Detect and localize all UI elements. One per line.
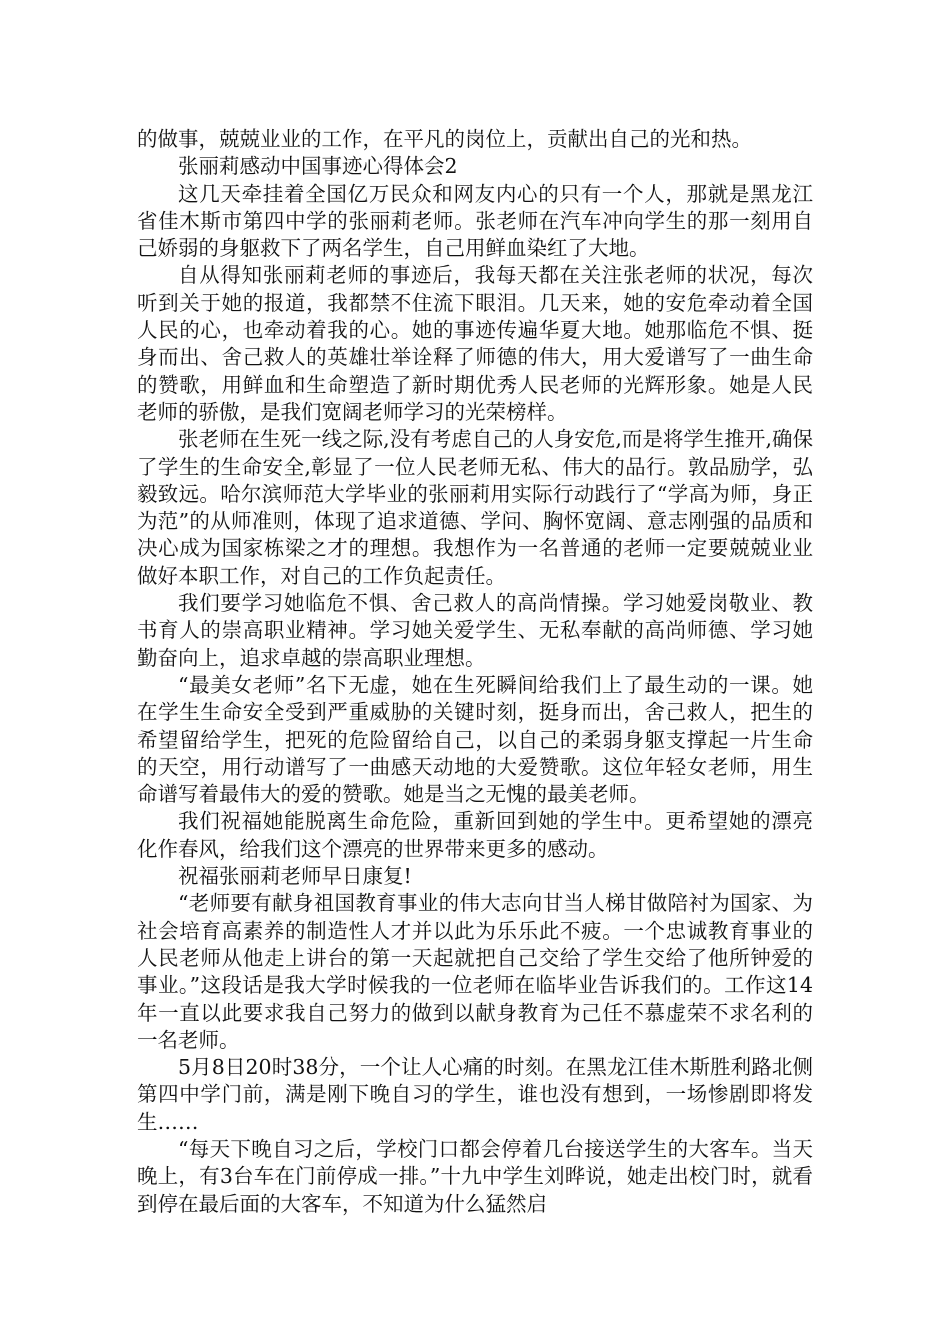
section-heading: 张丽莉感动中国事迹心得体会2 [178, 154, 458, 179]
paragraph: “老师要有献身祖国教育事业的伟大志向甘当人梯甘做陪衬为国家、为社会培育高素养的制造性人才并以此为乐乐此不疲。一个忠诚教育事业的人民老师从他走上讲台的第一天起就把自己交给了学生交给了他所钟爱的事业。”这段话是我大学时候我的一位老师在临毕业告诉我们的。工作这14年一直以此要求我自己努力的做到以献身教育为己任不慕虚荣不求名利的一名老师。 [137, 891, 813, 1052]
paragraph: 我们祝福她能脱离生命危险，重新回到她的学生中。更希望她的漂亮化作春风，给我们这个漂亮的世界带来更多的感动。 [137, 809, 813, 861]
paragraph: “每天下晚自习之后，学校门口都会停着几台接送学生的大客车。当天晚上，有3台车在门前停成一排。”十九中学生刘晔说，她走出校门时，就看到停在最后面的大客车，不知道为什么猛然启 [137, 1136, 813, 1216]
document-body [137, 126, 813, 1218]
paragraph: “最美女老师”名下无虚，她在生死瞬间给我们上了最生动的一课。她在学生生命安全受到严重威胁的关键时刻，挺身而出，舍己救人，把生的希望留给学生，把死的危险留给自己，以自己的柔弱身躯支撑起一片生命的天空，用行动谱写了一曲感天动地的大爱赞歌。这位年轻女老师，用生命谱写着最伟大的爱的赞歌。她是当之无愧的最美老师。 [137, 672, 813, 807]
paragraph: 我们要学习她临危不惧、舍己救人的高尚情操。学习她爱岗敬业、教书育人的崇高职业精神。学习她关爱学生、无私奉献的高尚师德、学习她勤奋向上，追求卓越的崇高职业理想。 [137, 591, 813, 670]
paragraph: 张老师在生死一线之际,没有考虑自己的人身安危,而是将学生推开,确保了学生的生命安全,彰显了一位人民老师无私、伟大的品行。敦品励学，弘毅致远。哈尔滨师范大学毕业的张丽莉用实际行动践行了“学高为师，身正为范”的从师准则，体现了追求道德、学问、胸怀宽阔、意志刚强的品质和决心成为国家栋梁之才的理想。我想作为一名普通的老师一定要兢兢业业做好本职工作，对自己的工作负起责任。 [137, 427, 813, 588]
paragraph-continuation: 的做事，兢兢业业的工作，在平凡的岗位上，贡献出自己的光和热。 [137, 127, 752, 151]
paragraph: 祝福张丽莉老师早日康复! [178, 864, 412, 889]
paragraph: 5月8日20时38分，一个让人心痛的时刻。在黑龙江佳木斯胜利路北侧第四中学门前，满是刚下晚自习的学生，谁也没有想到，一场惨剧即将发生…… [137, 1055, 813, 1134]
paragraph: 这几天牵挂着全国亿万民众和网友内心的只有一个人，那就是黑龙江省佳木斯市第四中学的张丽莉老师。张老师在汽车冲向学生的那一刻用自己娇弱的身躯救下了两名学生，自己用鲜血染红了大地。 [137, 181, 813, 261]
paragraph: 自从得知张丽莉老师的事迹后，我每天都在关注张老师的状况，每次听到关于她的报道，我都禁不住流下眼泪。几天来，她的安危牵动着全国人民的心，也牵动着我的心。她的事迹传遍华夏大地。她那临危不惧、挺身而出、舍己救人的英雄壮举诠释了师德的伟大，用大爱谱写了一曲生命的赞歌，用鲜血和生命塑造了新时期优秀人民老师的光辉形象。她是人民老师的骄傲，是我们宽阔老师学习的光荣榜样。 [137, 263, 813, 424]
